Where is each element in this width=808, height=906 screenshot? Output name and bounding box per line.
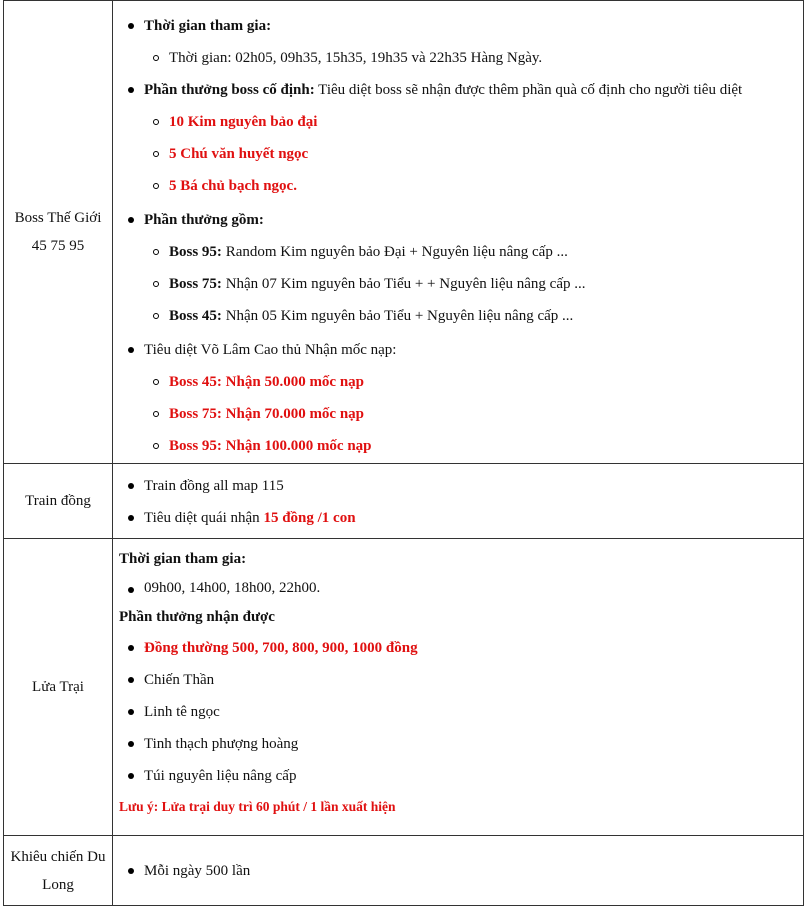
row-label-boss: Boss Thế Giới 45 75 95: [4, 1, 113, 464]
list-item: Tiêu diệt Võ Lâm Cao thủ Nhận mốc nạp:: [119, 334, 797, 366]
list-item: 5 Bá chủ bạch ngọc.: [119, 170, 797, 202]
list-item: 10 Kim nguyên bảo đại: [119, 106, 797, 138]
events-table: [3, 0, 804, 906]
section-title: Phần thưởng nhận được: [119, 609, 275, 625]
list-item: Boss 45: Nhận 50.000 mốc nạp: [119, 366, 797, 398]
table-row-train: [4, 464, 804, 539]
note-text: Lưu ý: Lửa trại duy trì 60 phút / 1 lần xuất hiện: [119, 799, 396, 814]
list-item: Đồng thường 500, 700, 800, 900, 1000 đồng: [119, 632, 797, 664]
list-item: Boss 95: Random Kim nguyên bảo Đại + Nguyên liệu nâng cấp ...: [119, 236, 797, 268]
row-content-boss: [113, 1, 804, 464]
row-label-challenge: Khiêu chiến Du Long: [4, 836, 113, 906]
list-item: 5 Chú văn huyết ngọc: [119, 138, 797, 170]
list-item: Linh tê ngọc: [119, 696, 797, 728]
row-content-train: [113, 464, 804, 539]
list-item: Tinh thạch phượng hoàng: [119, 728, 797, 760]
list-item: Phần thưởng gồm:: [119, 204, 797, 236]
section-title: Thời gian tham gia:: [119, 551, 247, 567]
list-item: Mỗi ngày 500 lần: [119, 855, 797, 887]
list-item: Phần thưởng boss cố định: Tiêu diệt boss sẽ nhận được thêm phần quà cố định cho người tiêu diệt: [119, 74, 797, 106]
list-item: Thời gian tham gia:: [119, 10, 797, 42]
list-item: Chiến Thần: [119, 664, 797, 696]
table-row-fire: [4, 539, 804, 836]
list-item: Boss 45: Nhận 05 Kim nguyên bảo Tiểu + Nguyên liệu nâng cấp ...: [119, 300, 797, 332]
row-label-fire: Lửa Trại: [4, 539, 113, 836]
list-item: Boss 75: Nhận 70.000 mốc nạp: [119, 398, 797, 430]
table-row-boss: [4, 1, 804, 464]
list-item: Boss 95: Nhận 100.000 mốc nạp: [119, 430, 797, 462]
row-content-challenge: [113, 836, 804, 906]
list-item: Tiêu diệt quái nhận 15 đồng /1 con: [119, 502, 797, 534]
row-content-fire: [113, 539, 804, 836]
list-item: 09h00, 14h00, 18h00, 22h00.: [119, 574, 797, 602]
table-row-challenge: [4, 836, 804, 906]
list-item: Boss 75: Nhận 07 Kim nguyên bảo Tiểu + + Nguyên liệu nâng cấp ...: [119, 268, 797, 300]
list-item: Túi nguyên liệu nâng cấp: [119, 760, 797, 792]
row-label-train: Train đồng: [4, 464, 113, 539]
list-item: Train đồng all map 115: [119, 470, 797, 502]
list-item: Thời gian: 02h05, 09h35, 15h35, 19h35 và 22h35 Hàng Ngày.: [119, 42, 797, 74]
